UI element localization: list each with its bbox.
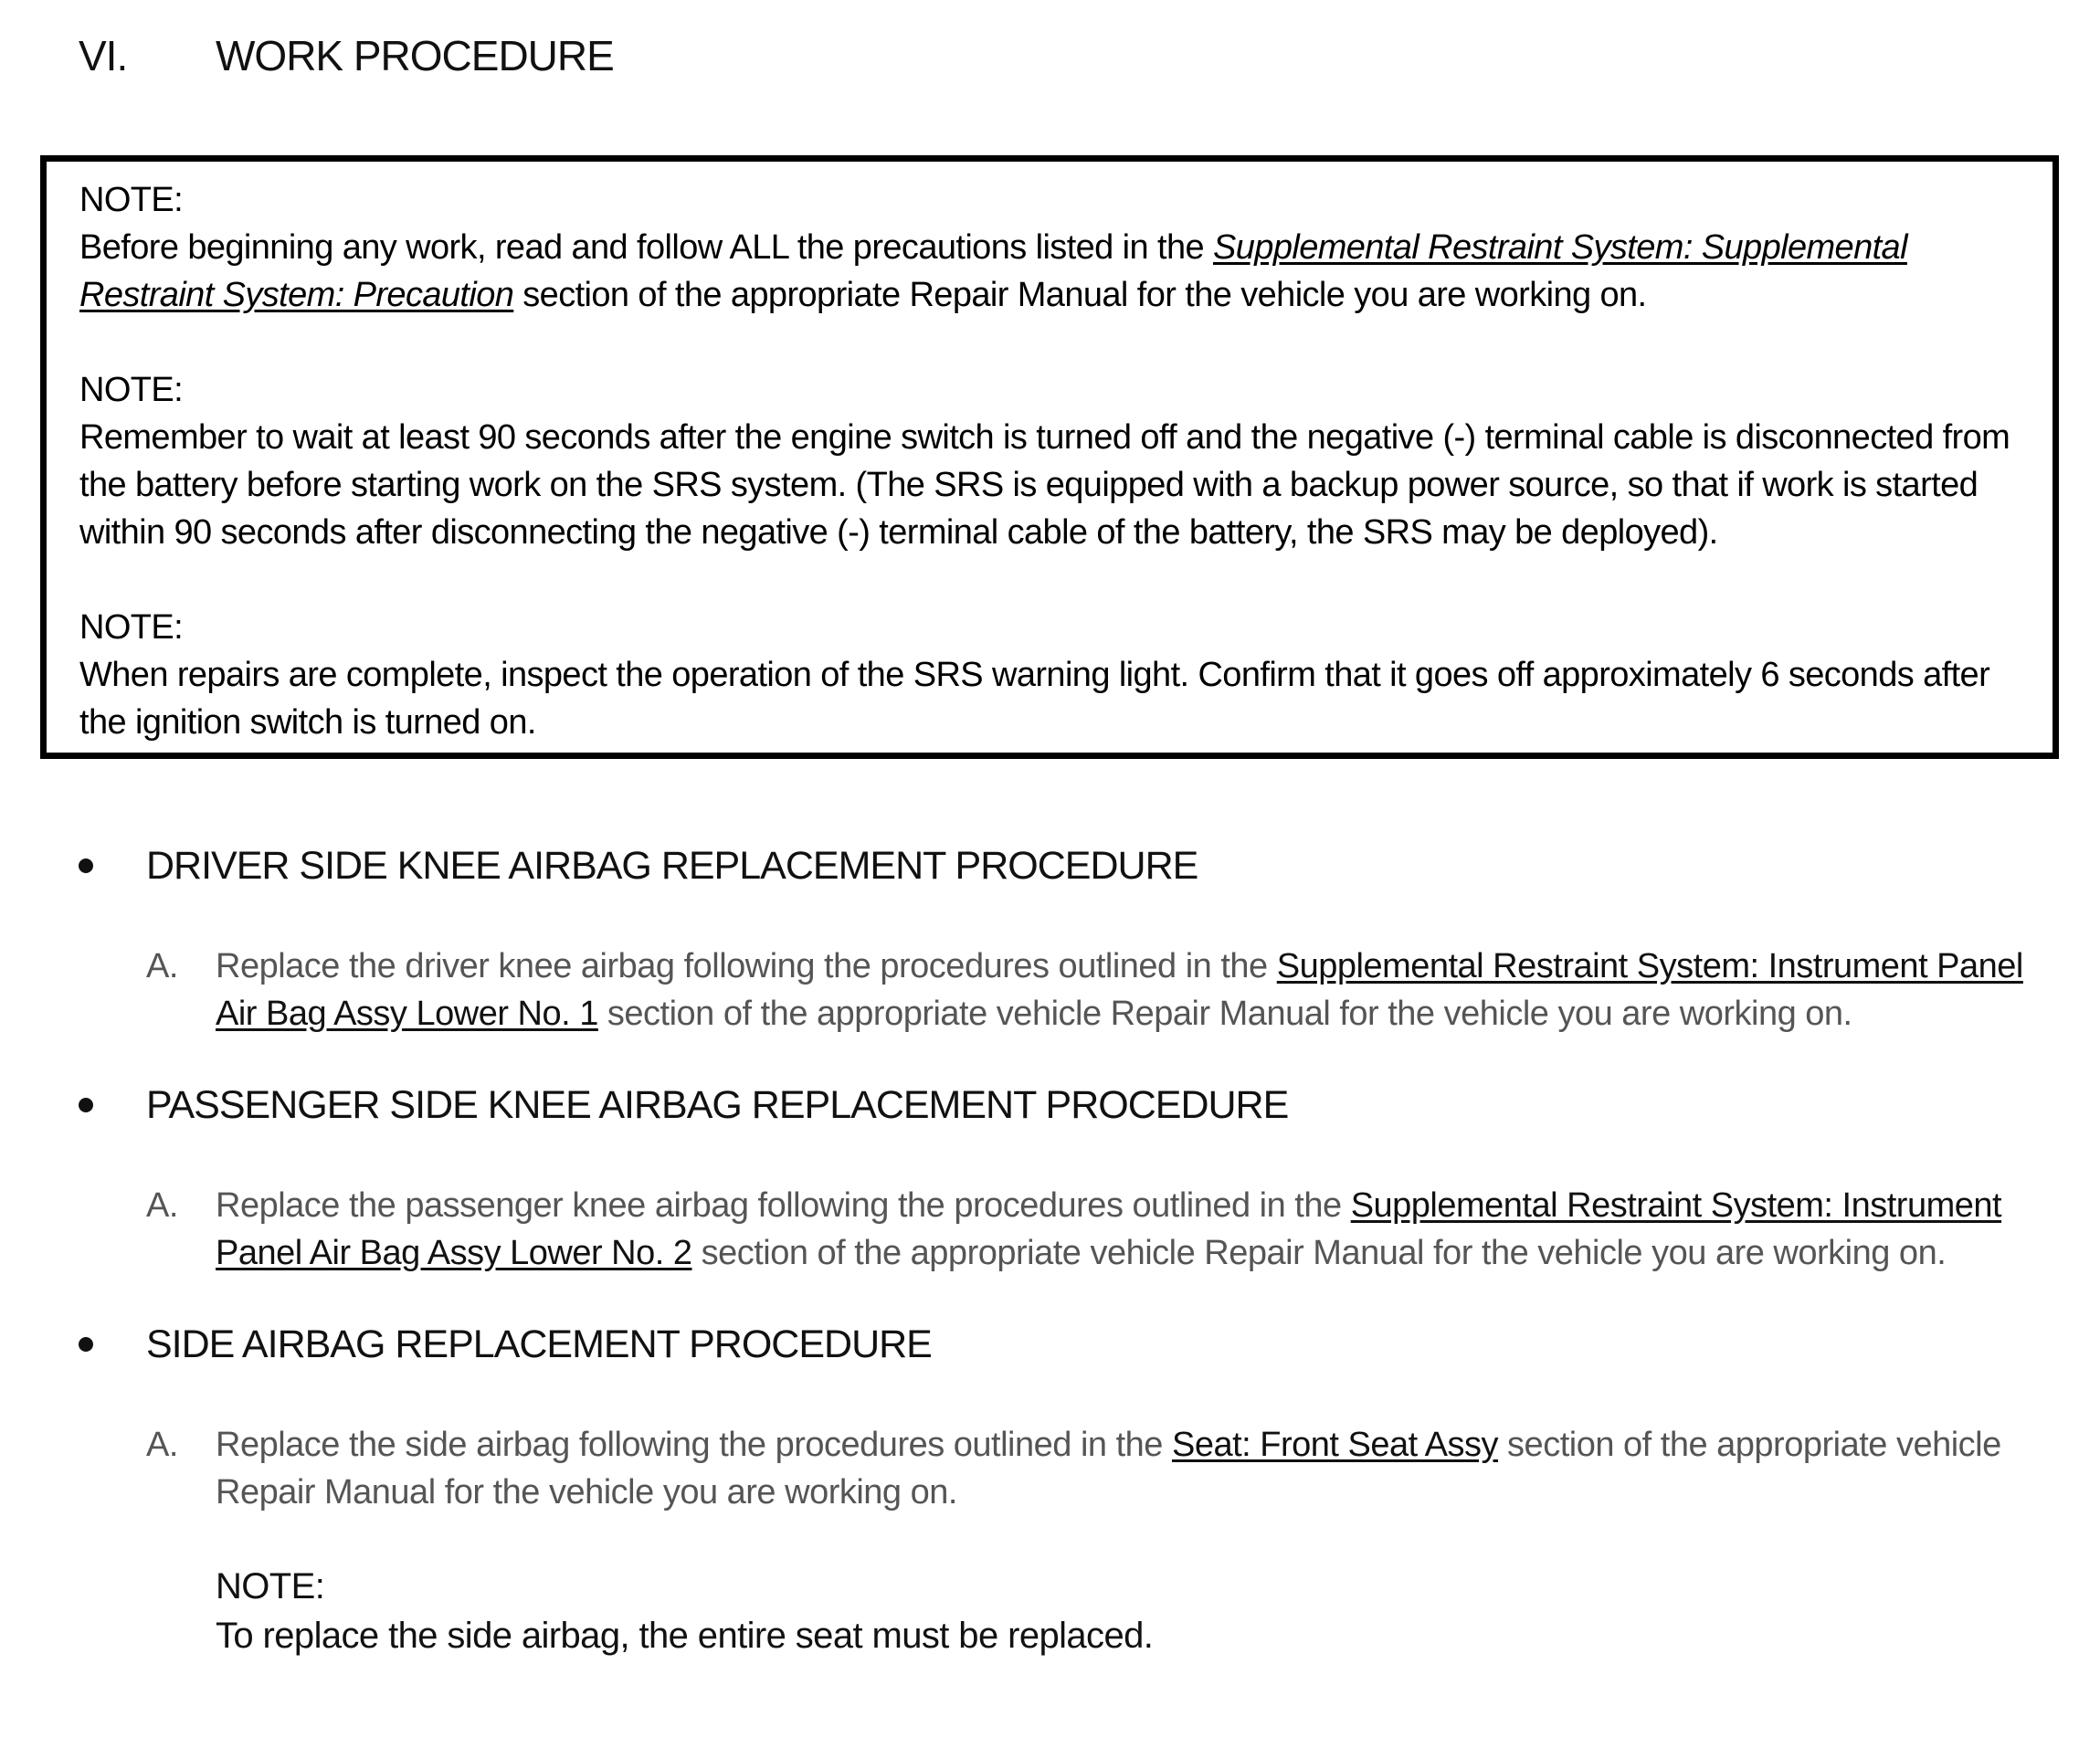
repair-manual-link[interactable]: Seat: Front Seat Assy [1171,1426,1498,1464]
step-letter: A. [146,1426,178,1464]
note-label: NOTE: [79,181,184,219]
procedure-step [79,1421,2033,1516]
step-text: section of the appropriate vehicle Repair Manual for the vehicle you are working on. [216,1426,2001,1512]
procedure-step [79,1182,2033,1277]
step-letter: A. [146,947,178,985]
procedure-passenger-knee-airbag [79,1078,2033,1277]
note-text: section of the appropriate Repair Manual for the vehicle you are working on. [513,276,1647,314]
note-label: NOTE: [79,608,184,647]
note-label: NOTE: [216,1566,325,1606]
procedure-side-airbag [79,1317,2033,1660]
note-text: When repairs are complete, inspect the operation of the SRS warning light. Confirm that it goes off approximately 6 seconds after the ignition switch is turned on. [79,656,1990,742]
procedure-title [79,838,2033,893]
procedure-title [79,1317,2033,1372]
section-title: WORK PROCEDURE [216,32,614,79]
procedure-title-text: DRIVER SIDE KNEE AIRBAG REPLACEMENT PROCEDURE [146,844,1198,888]
precaution-note-box [40,155,2059,759]
procedure-driver-knee-airbag [79,838,2033,1038]
step-letter: A. [146,1186,178,1225]
section-heading [79,31,614,80]
bullet-icon [79,1337,93,1352]
bullet-icon [79,1098,93,1112]
bullet-icon [79,858,93,873]
repair-manual-link[interactable]: Supplemental Restraint System: Instrument Panel Air Bag Assy Lower No. 1 [216,947,2023,1033]
note-wait-90-seconds [79,366,2025,556]
note-label: NOTE: [79,371,184,409]
step-text: section of the appropriate vehicle Repair Manual for the vehicle you are working on. [597,995,1852,1033]
step-text: Replace the driver knee airbag following the procedures outlined in the [216,947,1277,985]
procedure-title-text: SIDE AIRBAG REPLACEMENT PROCEDURE [146,1322,932,1366]
repair-manual-link[interactable]: Supplemental Restraint System: Instrument Panel Air Bag Assy Lower No. 2 [216,1186,2002,1272]
procedure-title [79,1078,2033,1132]
procedure-step [79,943,2033,1038]
step-text: section of the appropriate vehicle Repair Manual for the vehicle you are working on. [691,1234,1947,1272]
procedure-title-text: PASSENGER SIDE KNEE AIRBAG REPLACEMENT PROCEDURE [146,1083,1289,1127]
precaution-section-link[interactable]: Supplemental Restraint System: Supplemental Restraint System: Precaution [79,228,1907,314]
note-warning-light [79,604,2025,746]
side-airbag-note [79,1562,2033,1660]
note-precaution [79,176,2025,319]
step-text: Replace the side airbag following the procedures outlined in the [216,1426,1172,1464]
note-text: Before beginning any work, read and follow ALL the precautions listed in the [79,228,1213,267]
note-text: Remember to wait at least 90 seconds after the engine switch is turned off and the negative (-) terminal cable is disconnected from the battery before starting work on the SRS system. (The SRS is equipped with a backup power source, so that if work is started within 90 seconds after disconnecting the negative (-) terminal cable of the battery, the SRS may be deployed). [79,418,2010,552]
section-number: VI. [79,32,128,79]
note-text: To replace the side airbag, the entire seat must be replaced. [216,1616,1154,1656]
step-text: Replace the passenger knee airbag following the procedures outlined in the [216,1186,1351,1225]
